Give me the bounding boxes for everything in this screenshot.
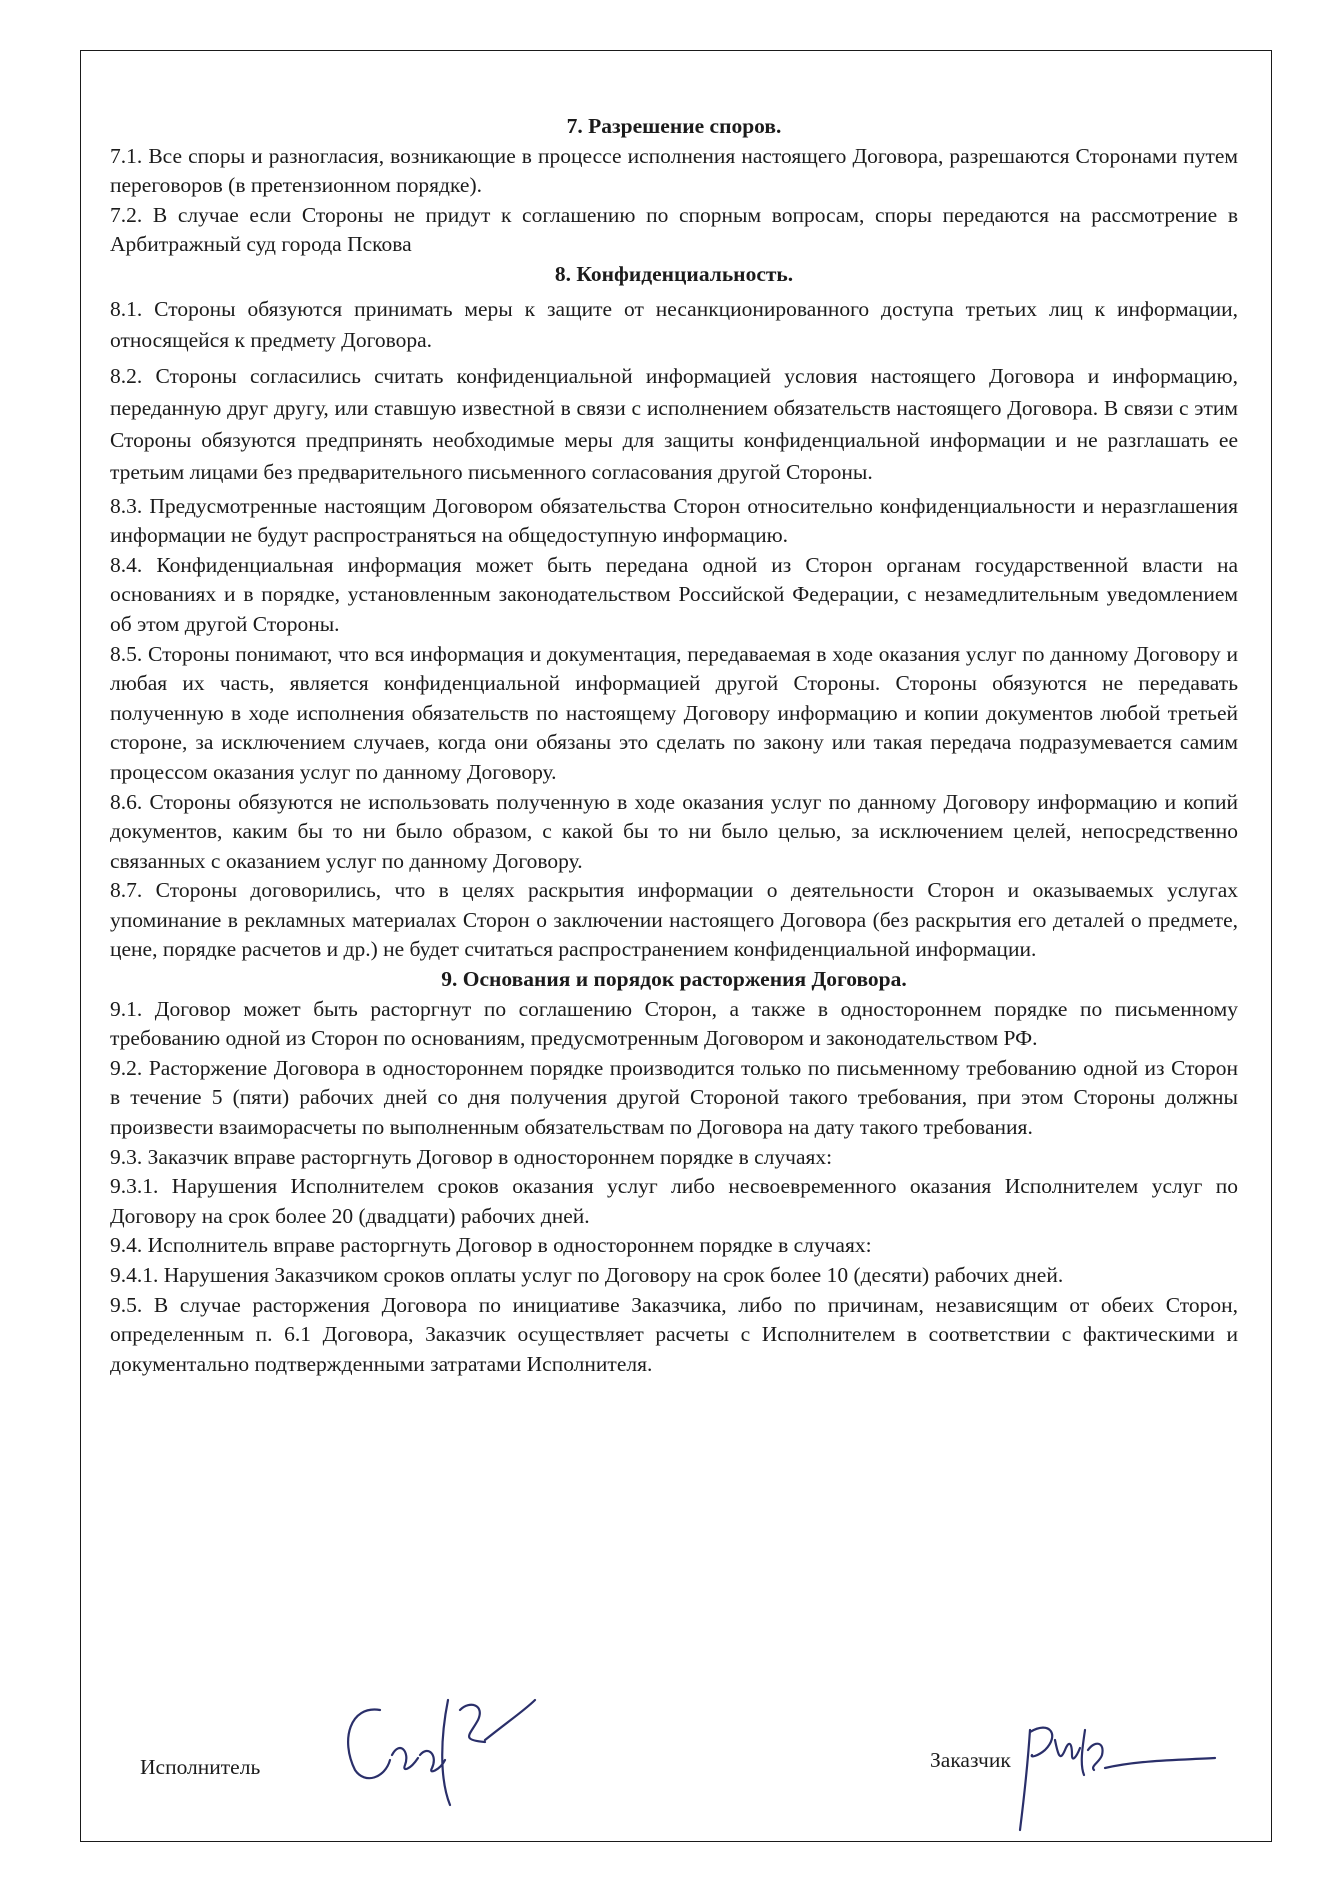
clause-8-3: 8.3. Предусмотренные настоящим Договором обязательства Сторон относительно конфиденциальности и неразглашения информации не будут распространяться на общедоступную информацию. (110, 493, 1238, 548)
clause-9-3-1: 9.3.1. Нарушения Исполнителем сроков оказания услуг либо несвоевременного оказания Исполнителем услуг по Договору на срок более 20 (двадцати) рабочих дней. (110, 1174, 1238, 1228)
executor-signature-icon (310, 1660, 540, 1810)
clause-9-5: 9.5. В случае расторжения Договора по инициативе Заказчика, либо по причинам, независящим от обеих Сторон, определенным п. 6.1 Договора, Заказчик осуществляет расчеты с Исполнителем в соответствии с фактическими и документально подтвержденными затратами Исполнителя. (110, 1292, 1238, 1376)
clause-8-2: 8.2. Стороны согласились считать конфиденциальной информацией условия настоящего Договора и информацию, переданную друг другу, или ставшую известной в связи с исполнением обязательств настоящего Договора. В связи с этим Стороны обязуются предпринять необходимые меры для защиты конфиденциальной информации и не разглашать ее третьим лицами без предварительного письменного согласования другой Стороны. (110, 363, 1238, 484)
clause-8-7: 8.7. Стороны договорились, что в целях раскрытия информации о деятельности Сторон и оказываемых услугах упоминание в рекламных материалах Сторон о заключении настоящего Договора (без раскрытия его деталей о предмете, цене, порядке расчетов и др.) не будет считаться распространением конфиденциальной информации. (110, 878, 1238, 962)
signature-block (80, 1660, 1272, 1840)
document-body (110, 112, 1238, 1379)
clause-9-2: 9.2. Расторжение Договора в одностороннем порядке производится только по письменному требованию одной из Сторон в течение 5 (пяти) рабочих дней со дня получения другой Стороной такого требования, при этом Стороны должны произвести взаиморасчеты по выполненным обязательствам по Договора на дату такого требования. (110, 1055, 1238, 1140)
clause-7-2: 7.2. В случае если Стороны не придут к соглашению по спорным вопросам, споры передаются на рассмотрение в Арбитражный суд города Пскова (110, 202, 1238, 257)
clause-9-4: 9.4. Исполнитель вправе расторгнуть Договор в одностороннем порядке в случаях: (110, 1233, 872, 1258)
section-heading: 8. Конфиденциальность. (554, 261, 794, 286)
clause-9-3: 9.3. Заказчик вправе расторгнуть Договор в одностороннем порядке в случаях: (110, 1144, 833, 1169)
clause-8-4: 8.4. Конфиденциальная информация может быть передана одной из Сторон органам государственной власти на основаниях и в порядке, установленным законодательством Российской Федерации, с незамедлительным уведомлением об этом другой Стороны. (110, 552, 1238, 636)
section-7 (110, 112, 1238, 260)
clause-8-5: 8.5. Стороны понимают, что вся информация и документация, передаваемая в ходе оказания услуг по данному Договору и любая их часть, является конфиденциальной информацией другой Стороны. Стороны обязуются не передавать полученную в ходе исполнения обязательств по настоящему Договору информацию и копии документов любой третьей стороне, за исключением случаев, когда они обязаны это сделать по закону или такая передача подразумевается самим процессом оказания услуг по данному Договору. (110, 641, 1238, 784)
section-8 (110, 260, 1238, 965)
customer-label: Заказчик (930, 1748, 1011, 1772)
clause-9-1: 9.1. Договор может быть расторгнут по соглашению Сторон, а также в одностороннем порядке по письменному требованию одной из Сторон по основаниям, предусмотренным Договором и законодательством РФ. (110, 996, 1238, 1051)
executor-label: Исполнитель (140, 1755, 261, 1779)
section-heading: 7. Разрешение споров. (566, 114, 782, 138)
clause-8-6: 8.6. Стороны обязуются не использовать полученную в ходе оказания услуг по данному Договору информацию и копий документов, каким бы то ни было образом, с какой бы то ни было целью, за исключением целей, непосредственно связанных с оказанием услуг по данному Договору. (110, 789, 1238, 873)
customer-signature-icon (1010, 1700, 1220, 1840)
section-9 (110, 965, 1238, 1379)
clause-8-1: 8.1. Стороны обязуются принимать меры к защите от несанкционированного доступа третьих лиц к информации, относящейся к предмету Договора. (110, 296, 1238, 352)
clause-7-1: 7.1. Все споры и разногласия, возникающие в процессе исполнения настоящего Договора, разрешаются Сторонами путем переговоров (в претензионном порядке). (110, 143, 1238, 198)
clause-9-4-1: 9.4.1. Нарушения Заказчиком сроков оплаты услуг по Договору на срок более 10 (десяти) рабочих дней. (110, 1263, 1064, 1287)
section-heading: 9. Основания и порядок расторжения Договора. (441, 967, 907, 992)
